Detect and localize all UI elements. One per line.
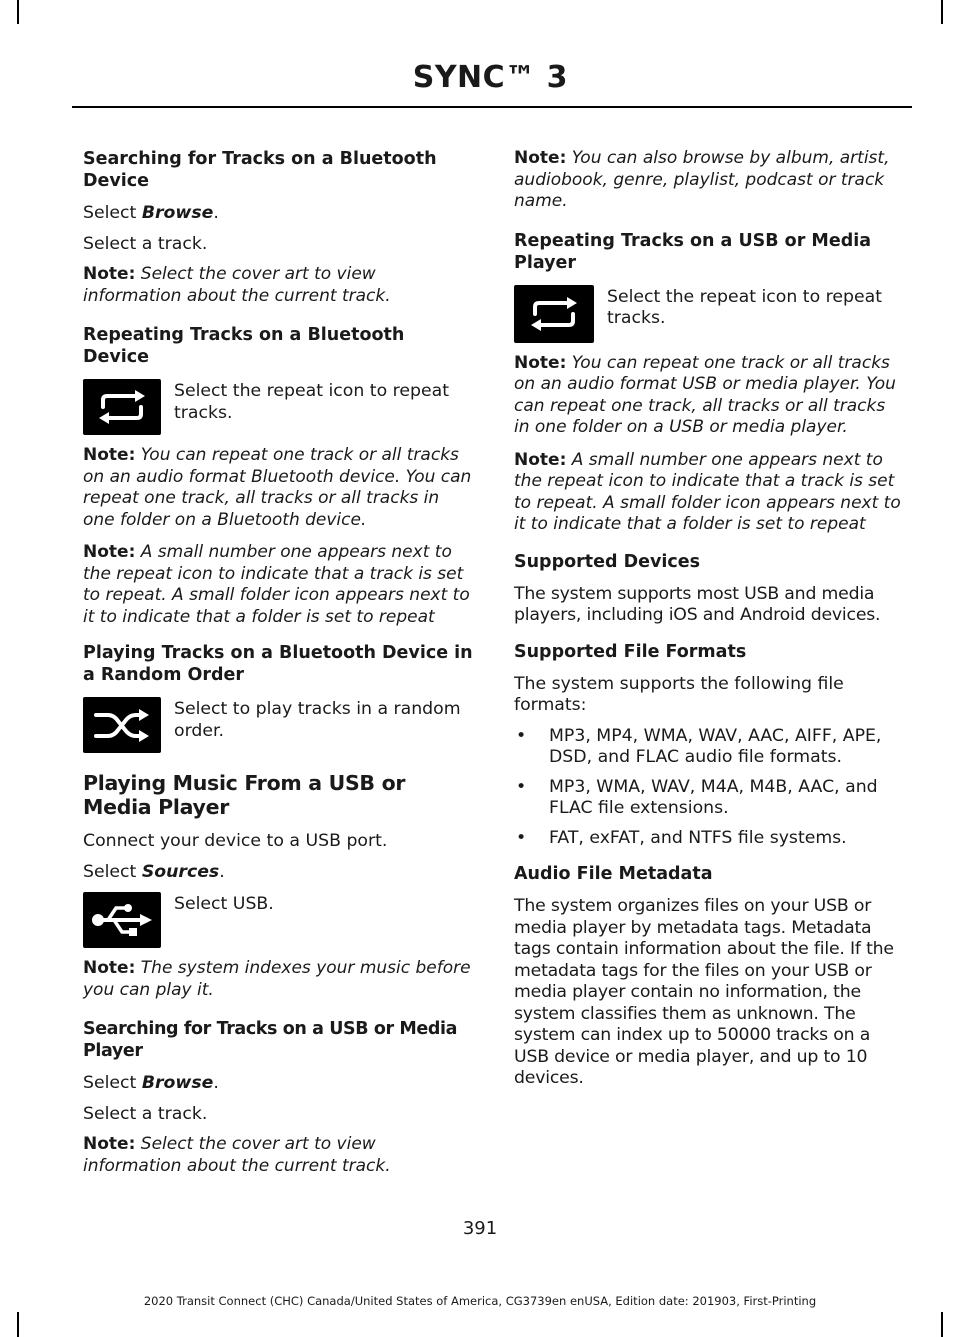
browse-label: Browse (141, 1073, 214, 1093)
supported-devices-text: The system supports most USB and media players, including iOS and Android devices. (514, 583, 881, 625)
repeat-instruction-text: Select the repeat icon to repeat tracks. (607, 286, 882, 328)
note-browse-options: Note: You can also browse by album, artist, audiobook, genre, playlist, podcast or track name. (514, 148, 890, 211)
repeat-instruction-bluetooth (83, 379, 475, 435)
heading-supported-formats: Supported File Formats (514, 641, 747, 662)
note-repeat-bluetooth-2: Note: A small number one appears next to the repeat icon to indicate that a track is set to repeat. A small folder icon appears next to it to indicate that a folder is set to repeat (83, 542, 470, 627)
note-repeat-usb-2: Note: A small number one appears next to the repeat icon to indicate that a track is set to repeat. A small folder icon appears next to it to indicate that a folder is set to repeat (514, 449, 901, 534)
select-track-usb: Select a track. (83, 1103, 208, 1124)
shuffle-instruction-text: Select to play tracks in a random order. (174, 699, 461, 741)
heading-search-usb: Searching for Tracks on a USB or Media Player (83, 1019, 458, 1061)
list-item: • MP3, MP4, WMA, WAV, AAC, AIFF, APE, DSD, and FLAC audio file formats. (516, 725, 882, 767)
shuffle-instruction (83, 697, 475, 753)
crop-mark-top-right (941, 0, 943, 24)
right-column (514, 148, 906, 1099)
format-list (514, 726, 906, 850)
crop-mark-bottom-left (17, 1312, 19, 1337)
note-indexing: Note: The system indexes your music before you can play it. (83, 958, 471, 1000)
sources-label: Sources (141, 861, 220, 882)
repeat-instruction-usb (514, 285, 906, 343)
shuffle-icon (83, 697, 161, 753)
page-header-title: SYNC™ 3 (412, 60, 568, 95)
repeat-icon (514, 285, 594, 343)
usb-instruction (83, 892, 475, 948)
note-repeat-bluetooth-1: Note: You can repeat one track or all tracks on an audio format Bluetooth device. You can repeat one track, all tracks or all tracks in one folder on a Bluetooth device. (83, 445, 472, 530)
page-footer: 2020 Transit Connect (CHC) Canada/United States of America, CG3739en enUSA, Edition date: 201903, First-Printing (143, 1294, 817, 1308)
note-cover-art-usb: Note: Select the cover art to view information about the current track. (83, 1134, 391, 1176)
list-item: • FAT, exFAT, and NTFS file systems. (516, 827, 847, 848)
select-browse-usb: Select Browse. (83, 1073, 219, 1093)
connect-usb-text: Connect your device to a USB port. (83, 831, 388, 851)
usb-instruction-text: Select USB. (174, 894, 274, 914)
page-number: 391 (462, 1218, 498, 1239)
header-divider (72, 106, 912, 108)
heading-random-bluetooth: Playing Tracks on a Bluetooth Device in a Random Order (83, 643, 473, 685)
left-column (83, 148, 475, 1188)
crop-mark-bottom-right (941, 1312, 943, 1337)
supported-formats-intro: The system supports the following file formats: (514, 673, 844, 715)
heading-supported-devices: Supported Devices (514, 551, 701, 572)
heading-repeat-usb: Repeating Tracks on a USB or Media Player (514, 230, 872, 273)
select-track-bluetooth: Select a track. (83, 233, 208, 254)
heading-play-usb: Playing Music From a USB or Media Player (83, 771, 406, 819)
browse-label: Browse (141, 203, 214, 223)
select-sources: Select Sources. (83, 861, 225, 882)
heading-search-bluetooth: Searching for Tracks on a Bluetooth Device (83, 149, 437, 191)
list-item: • MP3, WMA, WAV, M4A, M4B, AAC, and FLAC file extensions. (516, 776, 878, 818)
note-cover-art-bluetooth: Note: Select the cover art to view information about the current track. (83, 264, 391, 306)
audio-metadata-text: The system organizes files on your USB or media player by metadata tags. Metadata tags contain information about the file. If the metadata tags for the files on your USB or media player contain no information, the system classifies them as unknown. The system can index up to 50000 tracks on a USB device or media player, and up to 10 devices. (514, 896, 894, 1088)
select-browse-bluetooth: Select Browse. (83, 203, 219, 223)
note-repeat-usb-1: Note: You can repeat one track or all tracks on an audio format USB or media player. You can repeat one track, all tracks or all tracks in one folder on a USB or media player. (514, 352, 896, 437)
heading-audio-metadata: Audio File Metadata (514, 864, 713, 884)
usb-icon (83, 892, 161, 948)
repeat-icon (83, 379, 161, 435)
heading-repeat-bluetooth: Repeating Tracks on a Bluetooth Device (83, 325, 405, 367)
repeat-instruction-text: Select the repeat icon to repeat tracks. (174, 381, 449, 423)
crop-mark-top-left (17, 0, 19, 24)
